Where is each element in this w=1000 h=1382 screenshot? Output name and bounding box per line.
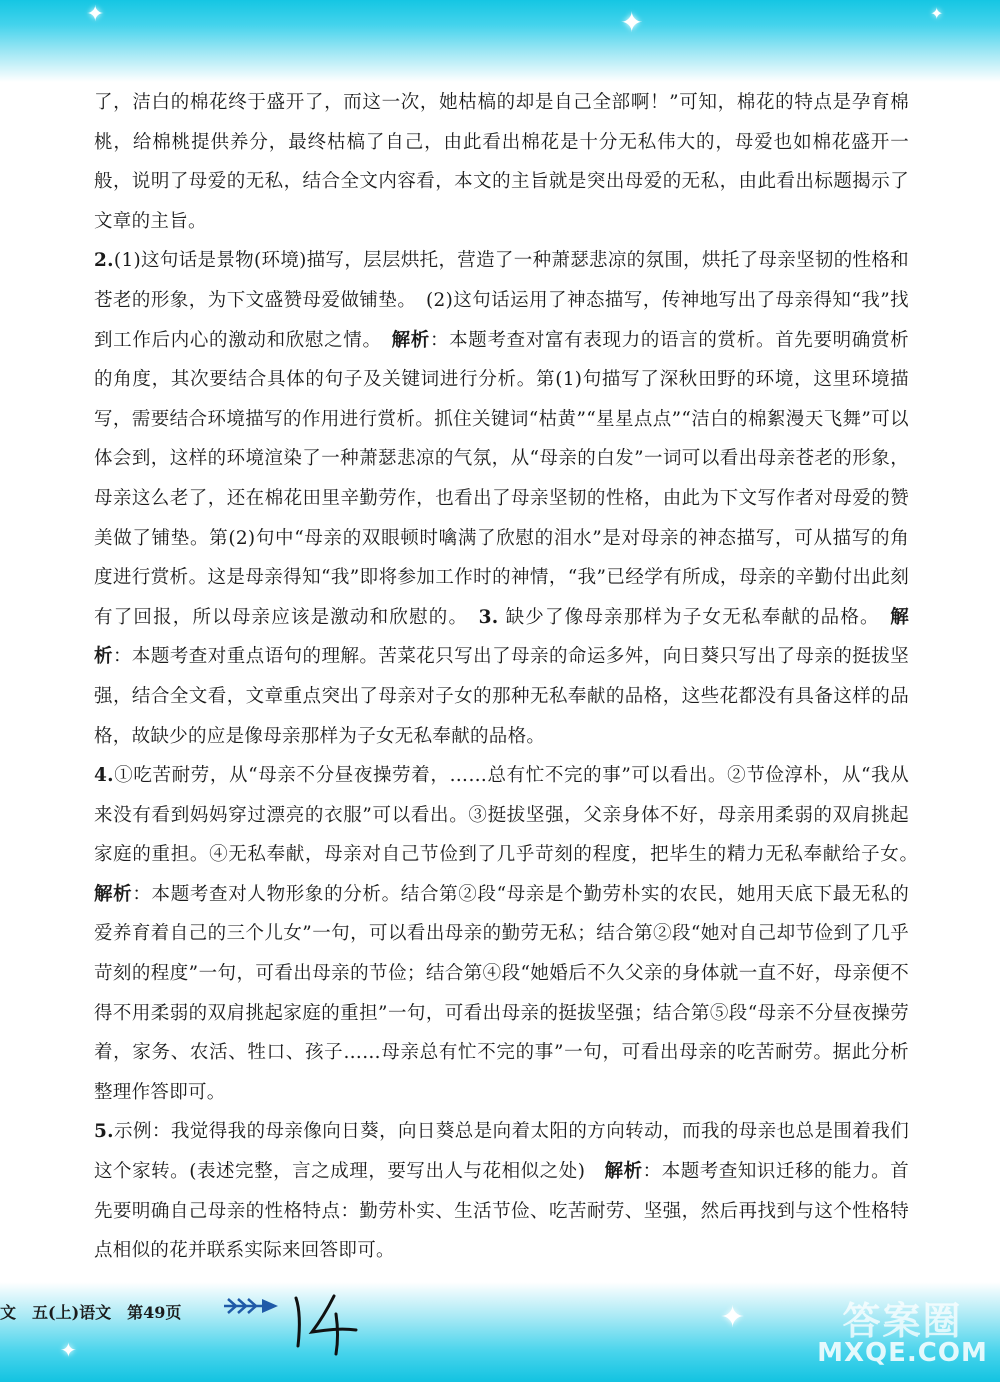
- answer-text: (1)这句话是景物(环境)描写，层层烘托，营造了一种萧瑟悲凉的氛围，烘托了母亲坚韧的性格和苍老的形象，为下文盛赞母爱做铺垫。 (2)这句话运用了神态描写，传神地写出了母亲得知“我”找到工作后内心的激动和欣慰之情。: [94, 250, 909, 351]
- sparkle-icon: ✦: [86, 2, 105, 27]
- analysis-text: ：本题考查对富有表现力的语言的赏析。首先要明确赏析的角度，其次要结合具体的句子及关键词进行分析。第(1)句描写了深秋田野的环境，这里环境描写，需要结合环境描写的作用进行赏析。抓住关键词“枯黄”“星星点点”“洁白的棉絮漫天飞舞”可以体会到，这样的环境渲染了一种萧瑟悲凉的气氛，从“母亲的白发”一词可以看出母亲苍老的形象，母亲这么老了，还在棉花田里辛勤劳作，也看出了母亲坚韧的性格，由此为下文写作者对母爱的赞美做了铺垫。第(2)句中“母亲的双眼顿时噙满了欣慰的泪水”是对母亲的神态描写，可从描写的角度进行赏析。这是母亲得知“我”即将参加工作时的神情，“我”已经学有所成，母亲的辛勤付出此刻有了回报，所以母亲应该是激动和欣慰的。: [94, 329, 909, 628]
- answer-text-body: [94, 83, 928, 1271]
- paragraph-3: [94, 756, 928, 1112]
- watermark-cn: 答案圈: [842, 1299, 963, 1343]
- answer-text: 示例：我觉得我的母亲像向日葵，向日葵总是向着太阳的方向转动，而我的母亲也总是围着我们这个家转。(表述完整，言之成理，要写出人与花相似之处): [94, 1121, 909, 1183]
- answer-text: 缺少了像母亲那样为子女无私奉献的品格。: [498, 606, 891, 628]
- handwritten-page-number: [286, 1290, 366, 1360]
- question-number: 2.: [94, 250, 114, 272]
- paragraph-4: [94, 1112, 909, 1270]
- analysis-label: 解析: [391, 329, 430, 351]
- question-number: 5.: [94, 1121, 114, 1143]
- sparkle-icon: ✦: [620, 6, 644, 39]
- analysis-label: 解析: [604, 1161, 643, 1183]
- site-watermark: [810, 1290, 995, 1380]
- sparkle-icon: ✦: [720, 1300, 746, 1335]
- answer-text: ①吃苦耐劳，从“母亲不分昼夜操劳着，……总有忙不完的事”可以看出。②节俭淳朴，从“我从来没有看到妈妈穿过漂亮的衣服”可以看出。③挺拔坚强，父亲身体不好，母亲用柔弱的双肩挑起家庭的重担。④无私奉献，母亲对自己节俭到了几乎苛刻的程度，把毕生的精力无私奉献给子女。: [94, 765, 928, 866]
- paragraph-1-text: 了，洁白的棉花终于盛开了，而这一次，她枯槁的却是自己全部啊！”可知，棉花的特点是孕育棉桃，给棉桃提供养分，最终枯槁了自己，由此看出棉花是十分无私伟大的，母爱也如棉花盛开一般，说明了母爱的无私，结合全文内容看，本文的主旨就是突出母爱的无私，由此看出标题揭示了文章的主旨。: [94, 92, 909, 232]
- footer-page-label: 文 五(上)语文 第49页: [0, 1303, 182, 1322]
- analysis-label: 解析: [94, 883, 133, 905]
- analysis-text: ：本题考查知识迁移的能力。首先要明确自己母亲的性格特点：勤劳朴实、生活节俭、吃苦耐劳、坚强，然后再找到与这个性格特点相似的花并联系实际来回答即可。: [94, 1161, 910, 1262]
- sparkle-icon: ✦: [60, 1338, 77, 1362]
- question-number: 3.: [478, 606, 499, 628]
- analysis-label: 解析: [94, 606, 909, 668]
- watermark-url: MXQE.COM: [817, 1338, 988, 1368]
- sparkle-icon: ✦: [930, 4, 944, 23]
- paragraph-2: [94, 241, 909, 756]
- analysis-text: ：本题考查对重点语句的理解。苦菜花只写出了母亲的命运多舛，向日葵只写出了母亲的挺拔坚强，结合全文看，文章重点突出了母亲对子女的那种无私奉献的品格，这些花都没有具备这样的品格，故缺少的应是像母亲那样为子女无私奉献的品格。: [94, 646, 909, 747]
- paragraph-1: [94, 83, 909, 241]
- top-decorative-band: [0, 0, 1000, 82]
- analysis-text: ：本题考查对人物形象的分析。结合第②段“母亲是个勤劳朴实的农民，她用天底下最无私的爱养育着自己的三个儿女”一句，可以看出母亲的勤劳无私；结合第②段“她对自己却节俭到了几乎苛刻的程度”一句，可看出母亲的节俭；结合第④段“她婚后不久父亲的身体就一直不好，母亲便不得不用柔弱的双肩挑起家庭的重担”一句，可看出母亲的挺拔坚强；结合第⑤段“母亲不分昼夜操劳着，家务、农活、牲口、孩子……母亲总有忙不完的事”一句，可看出母亲的吃苦耐劳。据此分析整理作答即可。: [94, 883, 910, 1103]
- arrow-decoration-icon: [222, 1294, 282, 1318]
- question-number: 4.: [94, 765, 114, 787]
